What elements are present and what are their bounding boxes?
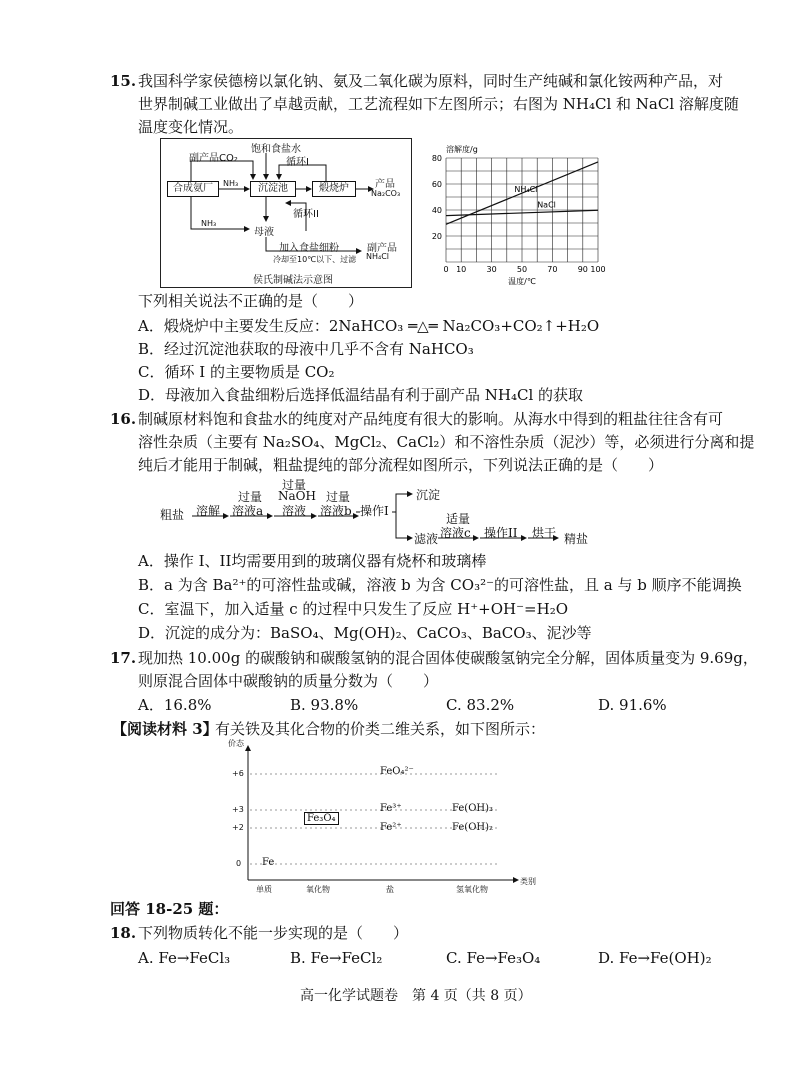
salt-crude: 粗盐 xyxy=(160,508,185,522)
q15-stem: 下列相关说法不正确的是（ ） xyxy=(138,292,364,310)
flow-add-salt: 加入食盐细粉 xyxy=(279,243,339,254)
flow-cycle2: 循环II xyxy=(293,209,319,220)
salt-naoh-top: 过量 xyxy=(282,478,307,492)
valence-y-label: 价态 xyxy=(228,739,244,748)
q15-line2: 世界制碱工业做出了卓越贡献，工艺流程如下左图所示；右图为 NH₄Cl 和 NaCl 溶解度随 xyxy=(138,95,739,113)
salt-c-top: 适量 xyxy=(446,512,471,526)
salt-op1: 操作I xyxy=(360,504,389,518)
y-axis-label: 溶解度/g xyxy=(446,145,478,154)
y-tick-label: 20 xyxy=(431,232,442,241)
q16-number: 16. xyxy=(110,410,137,428)
q15-number: 15. xyxy=(110,72,137,90)
q16-line1: 制碱原材料饱和食盐水的纯度对产品纯度有很大的影响。从海水中得到的粗盐往往含有可 xyxy=(138,410,724,428)
series-label-nh4cl: NH₄Cl xyxy=(514,184,538,194)
q15-option-d[interactable]: D．母液加入食盐细粉后选择低温结晶有利于副产品 NH₄Cl 的获取 xyxy=(138,386,584,404)
q17-option-c[interactable]: C. 83.2% xyxy=(446,696,515,714)
salt-naoh-bottom: 溶液 xyxy=(282,504,307,518)
salt-c-bottom: 溶液c xyxy=(440,526,471,540)
x-tick-label: 0 xyxy=(443,265,449,274)
hou-process-diagram xyxy=(160,138,412,288)
salt-purification-flow xyxy=(160,476,620,548)
series-label-nacl: NaCl xyxy=(537,200,556,210)
page-footer: 高一化学试题卷 第 4 页（共 8 页） xyxy=(300,988,532,1004)
salt-dissolve: 溶解 xyxy=(196,504,221,518)
y-tick-label: 40 xyxy=(431,206,442,215)
q18-option-c[interactable]: C. Fe→Fe₃O₄ xyxy=(446,949,541,967)
valence-feoh2: Fe(OH)₂ xyxy=(452,822,494,833)
flow-settling-tank: 沉淀池 xyxy=(250,181,296,197)
salt-excess-a-bottom: 溶液a xyxy=(232,504,264,518)
valence-feoh3: Fe(OH)₃ xyxy=(452,803,494,814)
flow-nh3-b: NH₃ xyxy=(201,219,217,228)
valence-fe2: Fe²⁺ xyxy=(380,822,402,833)
answer-range: 回答 18-25 题： xyxy=(110,900,229,918)
q16-line2: 溶性杂质（主要有 Na₂SO₄、MgCl₂、CaCl₂）和不溶性杂质（泥沙）等，必须进行分离和提 xyxy=(138,433,755,451)
q15-option-c[interactable]: C．循环 I 的主要物质是 CO₂ xyxy=(138,363,335,381)
salt-excess-b-top: 过量 xyxy=(326,490,351,504)
solubility-chart xyxy=(418,138,618,288)
valence-cat-element: 单质 xyxy=(256,885,272,894)
flow-cycle1: 循环I xyxy=(286,157,309,168)
valence-tick-0: 0 xyxy=(236,859,242,868)
q16-line3: 纯后才能用于制碱，粗盐提纯的部分流程如图所示，下列说法正确的是（ ） xyxy=(138,456,664,474)
salt-op2: 操作II xyxy=(484,526,518,540)
q15-line1: 我国科学家侯德榜以氯化钠、氨及二氧化碳为原料，同时生产纯碱和氯化铵两种产品，对 xyxy=(138,72,724,90)
valence-cat-oxide: 氧化物 xyxy=(306,885,330,894)
valence-tick-6: +6 xyxy=(232,769,244,778)
q17-number: 17. xyxy=(110,649,137,667)
valence-tick-3: +3 xyxy=(232,805,244,814)
x-tick-label: 70 xyxy=(547,265,558,274)
flow-caption: 侯氏制碱法示意图 xyxy=(253,275,333,286)
q16-option-c[interactable]: C．室温下，加入适量 c 的过程中只发生了反应 H⁺+OH⁻=H₂O xyxy=(138,600,569,618)
flow-nh3-a: NH₃ xyxy=(223,179,239,188)
q16-option-a[interactable]: A．操作 I、II均需要用到的玻璃仪器有烧杯和玻璃棒 xyxy=(138,552,487,570)
q16-option-b[interactable]: B．a 为含 Ba²⁺的可溶性盐或碱，溶液 b 为含 CO₃²⁻的可溶性盐，且 a 与 b 顺序不能调换 xyxy=(138,576,742,594)
flow-cool: 冷却至10℃以下、过滤 xyxy=(273,255,357,264)
valence-cat-hydroxide: 氢氧化物 xyxy=(456,885,488,894)
q17-option-b[interactable]: B. 93.8% xyxy=(290,696,359,714)
flow-mother-liquor: 母液 xyxy=(254,227,274,238)
q17-option-d[interactable]: D. 91.6% xyxy=(598,696,667,714)
reading3-text: 有关铁及其化合物的价类二维关系，如下图所示： xyxy=(215,720,546,738)
iron-valence-chart xyxy=(218,738,558,894)
salt-filtrate: 滤液 xyxy=(414,532,439,546)
valence-x-label: 类别 xyxy=(520,877,536,886)
valence-cat-salt: 盐 xyxy=(386,885,394,894)
valence-fe: Fe xyxy=(262,857,275,868)
salt-excess-b-bottom: 溶液b xyxy=(320,504,352,518)
flow-brine: 饱和食盐水 xyxy=(251,144,301,155)
flow-byproduct: 副产品 xyxy=(367,243,397,254)
flow-product-formula: Na₂CO₃ xyxy=(371,189,401,198)
q17-line1: 现加热 10.00g 的碳酸钠和碳酸氢钠的混合固体使碳酸氢钠完全分解，固体质量变为 9.69g， xyxy=(138,649,758,667)
y-tick-label: 60 xyxy=(431,180,442,189)
flow-byproduct-formula: NH₄Cl xyxy=(366,252,390,261)
q15-option-b[interactable]: B．经过沉淀池获取的母液中几乎不含有 NaHCO₃ xyxy=(138,340,474,358)
flow-co2: 副产品CO₂ xyxy=(189,153,238,164)
q18-number: 18. xyxy=(110,924,137,942)
flow-ammonia-plant: 合成氨厂 xyxy=(167,181,219,197)
flow-furnace: 煅烧炉 xyxy=(312,181,356,197)
q15-option-a[interactable]: A．煅烧炉中主要发生反应：2NaHCO₃ ═△═ Na₂CO₃+CO₂↑+H₂O xyxy=(138,317,600,335)
solubility-chart-svg xyxy=(418,138,618,288)
valence-tick-2: +2 xyxy=(232,823,244,832)
salt-fine: 精盐 xyxy=(564,532,589,546)
salt-precipitate: 沉淀 xyxy=(416,488,441,502)
y-tick-label: 80 xyxy=(431,154,442,163)
x-tick-label: 50 xyxy=(516,265,528,274)
q15-line3: 温度变化情况。 xyxy=(138,118,244,136)
x-axis-label: 温度/℃ xyxy=(508,277,536,286)
valence-fe3: Fe³⁺ xyxy=(380,803,402,814)
q17-option-a[interactable]: A．16.8% xyxy=(138,696,212,714)
q17-line2: 则原混合固体中碳酸钠的质量分数为（ ） xyxy=(138,672,439,690)
q16-option-d[interactable]: D．沉淀的成分为：BaSO₄、Mg(OH)₂、CaCO₃、BaCO₃、泥沙等 xyxy=(138,624,592,642)
flow-product: 产品 xyxy=(375,179,395,190)
x-tick-label: 100 xyxy=(590,265,606,274)
x-tick-label: 90 xyxy=(577,265,588,274)
x-tick-label: 10 xyxy=(456,265,467,274)
salt-naoh-mid: NaOH xyxy=(278,489,316,503)
valence-feo4: FeO₄²⁻ xyxy=(380,766,414,777)
q18-stem: 下列物质转化不能一步实现的是（ ） xyxy=(138,924,409,942)
q18-option-b[interactable]: B. Fe→FeCl₂ xyxy=(290,949,383,967)
x-tick-label: 30 xyxy=(486,265,497,274)
salt-excess-a-top: 过量 xyxy=(238,490,263,504)
salt-dry: 烘干 xyxy=(532,526,557,540)
reading3-title: 【阅读材料 3】 xyxy=(112,720,218,738)
valence-fe3o4: Fe₃O₄ xyxy=(304,812,339,825)
q18-option-a[interactable]: A. Fe→FeCl₃ xyxy=(138,949,231,967)
q18-option-d[interactable]: D. Fe→Fe(OH)₂ xyxy=(598,949,712,967)
